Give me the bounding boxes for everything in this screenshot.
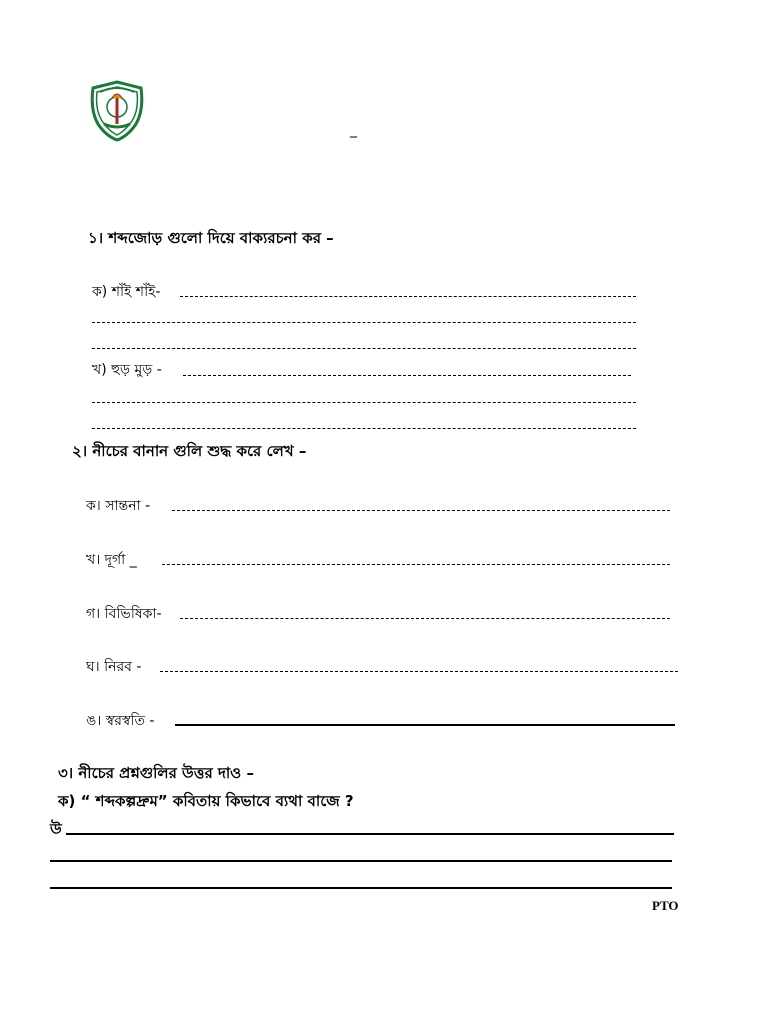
q2-item-2-label: খ। দূর্গা _ (86, 552, 137, 568)
answer-line[interactable] (50, 860, 672, 862)
question-3-sub-a: ক) “ শব্দকল্পদ্রুম” কবিতায় কিভাবে ব্যথা বাজে ? (58, 792, 354, 810)
q2-item-3-label: গ। বিভিষিকা- (86, 606, 162, 622)
answer-line[interactable] (92, 322, 636, 323)
question-1-heading: ১। শব্দজোড় গুলো দিয়ে বাক্যরচনা কর – (88, 229, 334, 247)
answer-line[interactable] (180, 296, 636, 297)
school-crest-logo (86, 80, 148, 142)
answer-line[interactable] (92, 428, 636, 429)
q2-item-5-label: ঙ। স্বরস্বতি - (86, 713, 155, 729)
q1-item-a-label: ক) শাঁই শাঁই- (92, 284, 161, 300)
answer-line[interactable] (160, 671, 678, 672)
answer-line[interactable] (172, 510, 670, 511)
pto-label: PTO (652, 898, 679, 913)
answer-line[interactable] (183, 375, 631, 376)
answer-line[interactable] (180, 618, 670, 619)
header-dash: _ (350, 122, 357, 138)
answer-line[interactable] (92, 348, 636, 349)
answer-line[interactable] (162, 564, 670, 565)
answer-line[interactable] (175, 724, 675, 726)
answer-line[interactable] (92, 402, 636, 403)
answer-line[interactable] (50, 887, 672, 889)
answer-prefix: উ (50, 820, 62, 838)
q1-item-b-label: খ) হুড় মুড় - (92, 362, 162, 378)
q2-item-1-label: ক। সান্তনা - (86, 498, 151, 514)
question-3-heading: ৩। নীচের প্রশ্নগুলির উত্তর দাও – (58, 764, 254, 782)
question-2-heading: ২। নীচের বানান গুলি শুদ্ধ করে লেখ – (72, 442, 307, 460)
answer-line[interactable] (66, 833, 674, 835)
q2-item-4-label: ঘ। নিরব - (86, 659, 142, 675)
